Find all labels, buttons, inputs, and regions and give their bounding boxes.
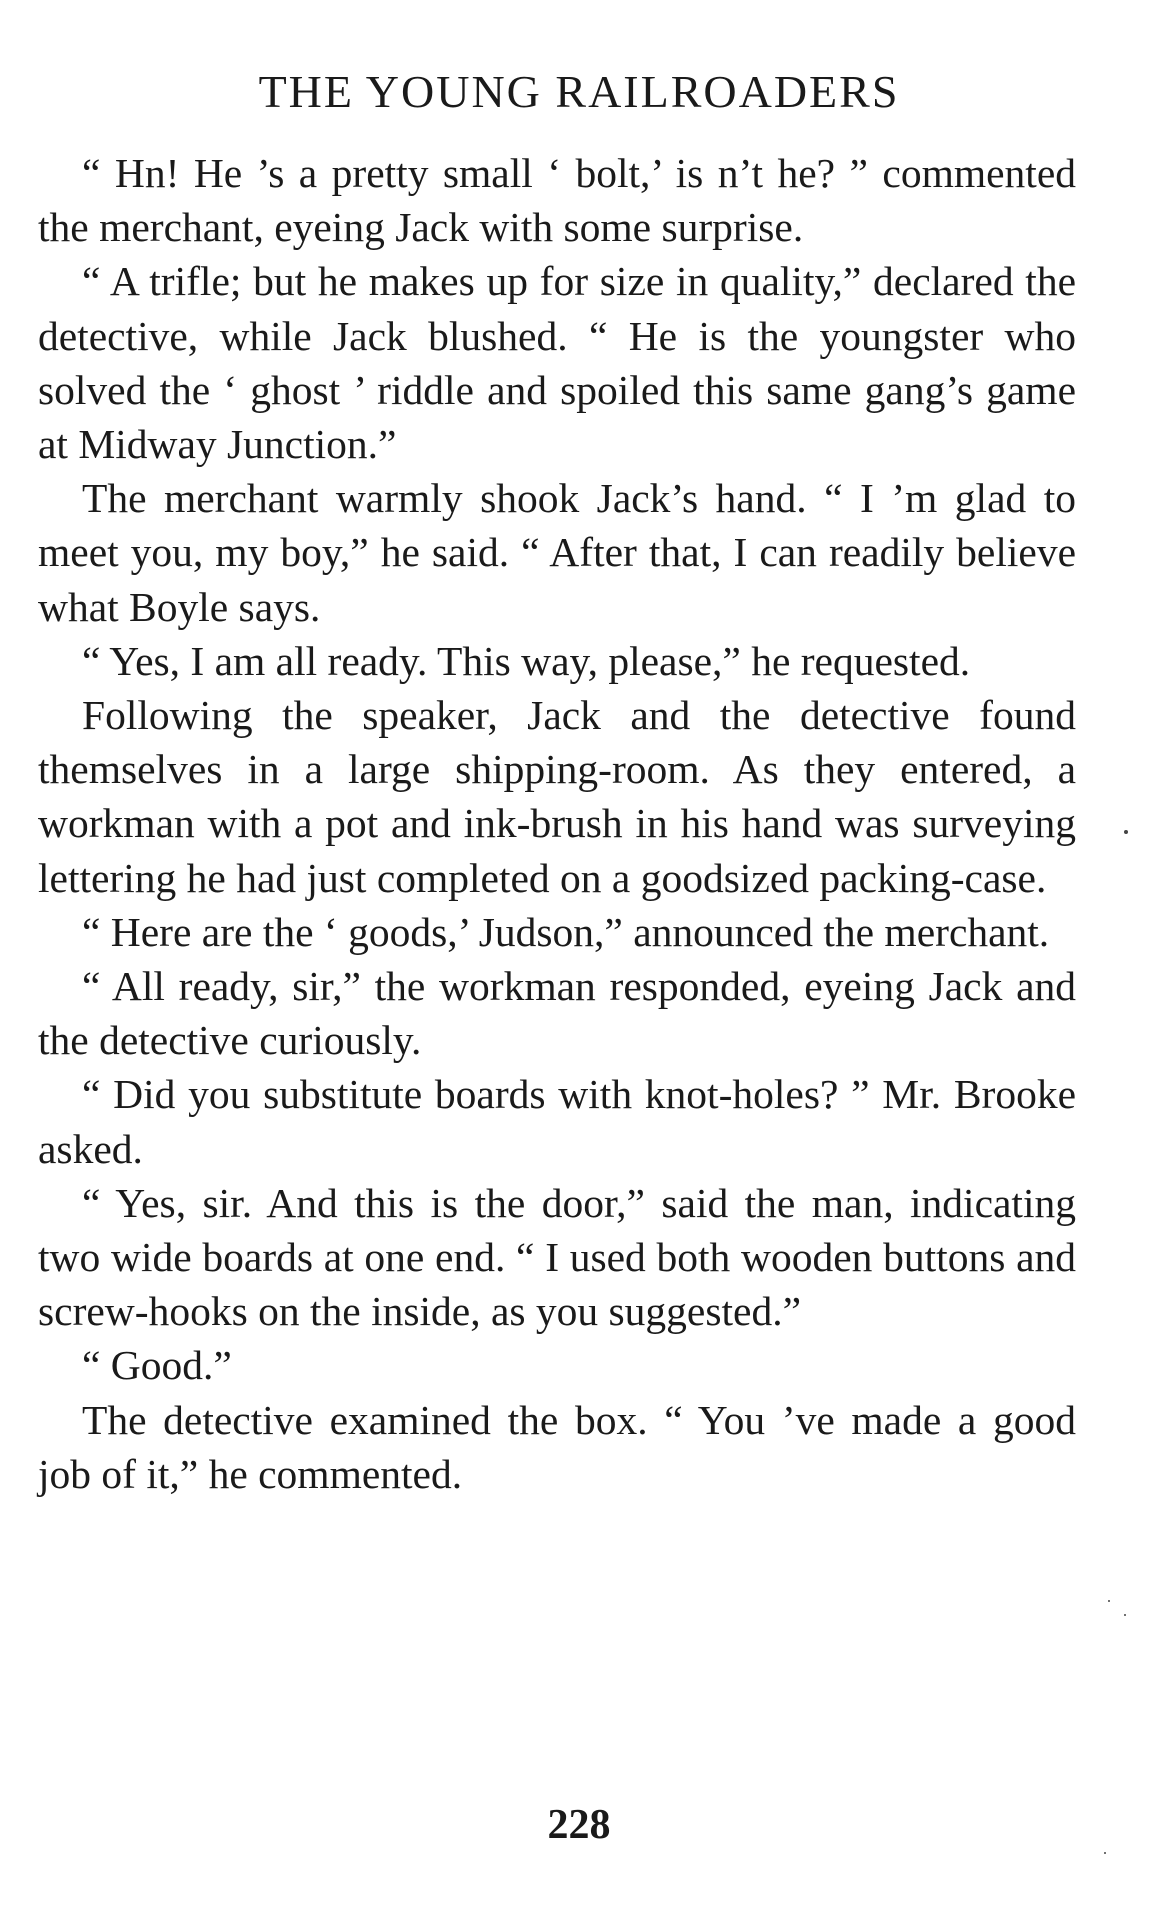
paragraph: “ Here are the ‘ goods,’ Judson,” announced the merchant. xyxy=(82,908,1050,955)
paragraph: “ All ready, sir,” the workman responded, eyeing Jack and the detective curiously. xyxy=(38,963,1076,1064)
paragraph: Following the speaker, Jack and the detective found themselves in a large shipping-room. As they entered, a workman with a pot and ink-brush in his hand was surveying lettering he had just completed on a goodsized packing-case. xyxy=(38,692,1076,901)
ink-speck xyxy=(1108,1600,1110,1602)
paragraph: “ Hn! He ’s a pretty small ‘ bolt,’ is n’t he? ” commented the merchant, eyeing Jack with some surprise. xyxy=(38,150,1076,251)
paragraph: “ A trifle; but he makes up for size in quality,” declared the detective, while Jack blushed. “ He is the youngster who solved the ‘ ghost ’ riddle and spoiled this same gang’s game at Midway Junction.” xyxy=(38,258,1076,468)
paragraph: The merchant warmly shook Jack’s hand. “ I ’m glad to meet you, my boy,” he said. “ After that, I can readily believe what Boyle says. xyxy=(38,475,1076,630)
running-head: THE YOUNG RAILROADERS xyxy=(258,66,900,117)
paragraph: “ Good.” xyxy=(82,1342,232,1389)
paragraph: “ Did you substitute boards with knot-holes? ” Mr. Brooke asked. xyxy=(38,1071,1076,1172)
ink-speck xyxy=(1124,1614,1126,1616)
paragraph: The detective examined the box. “ You ’ve made a good job of it,” he commented. xyxy=(38,1396,1076,1497)
page-number: 228 xyxy=(547,1802,611,1848)
ink-speck xyxy=(1124,830,1128,834)
paragraph: “ Yes, sir. And this is the door,” said the man, indicating two wide boards at one end. “ I used both wooden buttons and screw-hooks on the inside, as you suggested.” xyxy=(38,1179,1076,1335)
paragraph: “ Yes, I am all ready. This way, please,” he requested. xyxy=(82,637,971,684)
ink-speck xyxy=(1104,1852,1106,1854)
body-text xyxy=(38,146,1076,1501)
